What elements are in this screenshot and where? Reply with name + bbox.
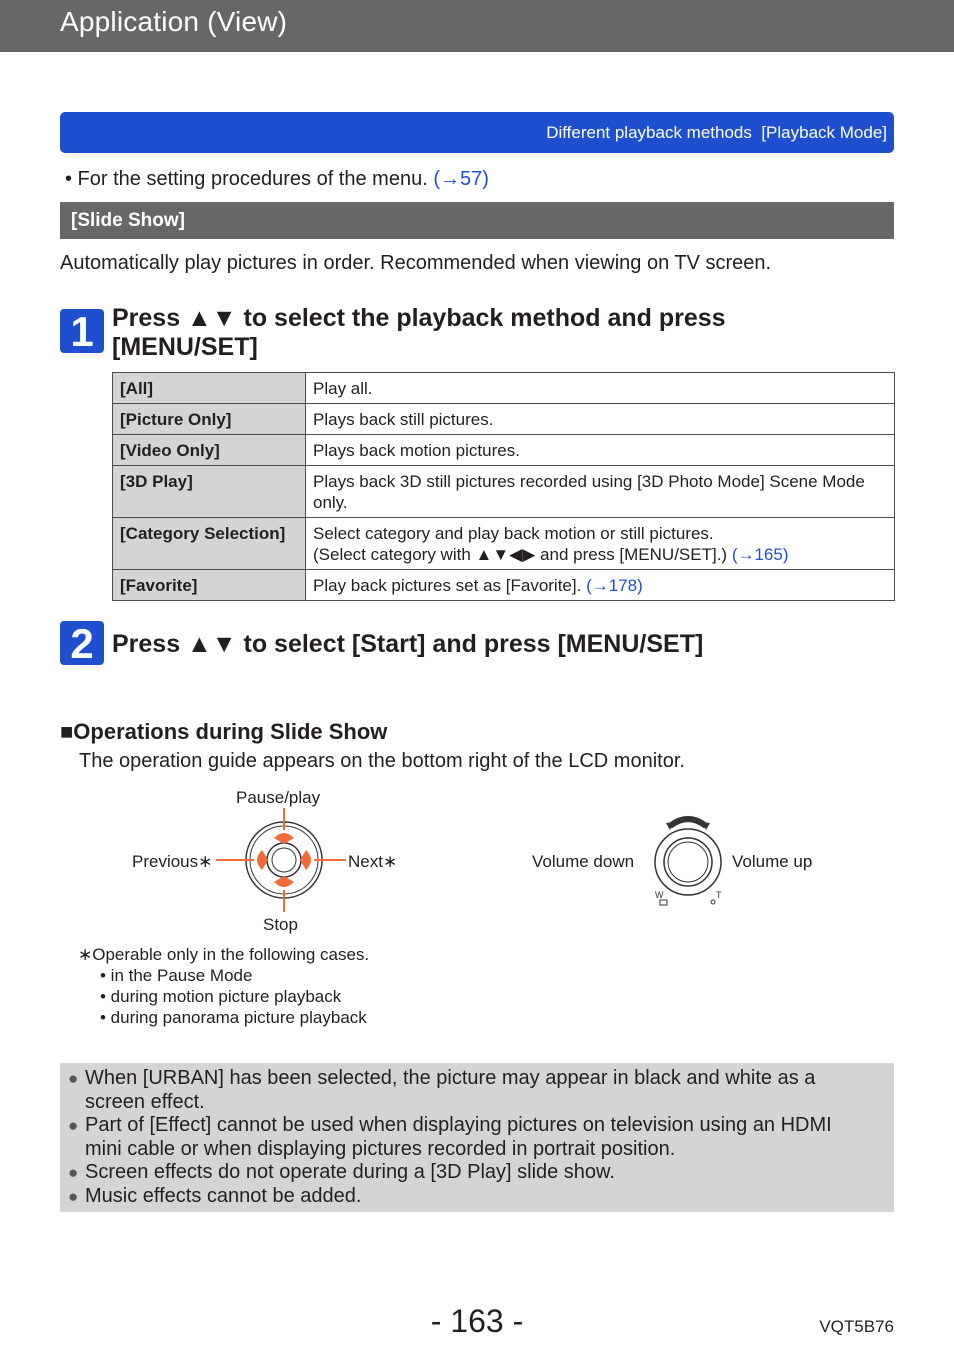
page-link-178[interactable]: (→178) [586, 576, 643, 595]
mode-desc: Plays back still pictures. [306, 404, 895, 435]
lever-t-label: T [716, 890, 722, 900]
mode-desc [306, 518, 895, 570]
bullet-icon: ● [68, 1163, 79, 1182]
step-1-title [112, 304, 726, 362]
mode-key: [Picture Only] [113, 404, 306, 435]
note-line: Music effects cannot be added. [85, 1184, 362, 1207]
banner-text: Different playback methods [Playback Mode] [546, 122, 887, 142]
step-2-badge: 2 [60, 621, 104, 665]
step-1-line1: Press ▲▼ to select the playback method and press [112, 304, 726, 332]
mode-desc: Play all. [306, 373, 895, 404]
section-title-bar [60, 202, 894, 239]
menu-note-text: • For the setting procedures of the menu. [65, 168, 434, 190]
note-item [68, 1067, 884, 1114]
table-row [113, 435, 895, 466]
operations-heading: ■Operations during Slide Show [60, 719, 388, 744]
mode-desc [306, 570, 895, 601]
mode-key: [Video Only] [113, 435, 306, 466]
mode-desc-text: Play back pictures set as [Favorite]. [313, 576, 587, 595]
header-title: Application (View) [60, 6, 288, 37]
note-line: screen effect. [85, 1090, 205, 1113]
table-row [113, 404, 895, 435]
case-item: • during panorama picture playback [100, 1008, 367, 1027]
document-code: VQT5B76 [819, 1317, 894, 1336]
table-row [113, 570, 895, 601]
label-next: Next∗ [348, 852, 398, 871]
page-link-165[interactable]: (→165) [731, 545, 789, 564]
menu-reference-note [65, 168, 489, 191]
case-item: • in the Pause Mode [100, 966, 253, 985]
mode-desc-line2-text: (Select category with ▲▼◀▶ and press [MENU/SET].) [313, 545, 732, 564]
zoom-lever-icon [648, 812, 728, 908]
breadcrumb-banner[interactable] [60, 112, 894, 153]
note-item [68, 1161, 884, 1185]
step-1-badge: 1 [60, 309, 104, 353]
mode-key: [All] [113, 373, 306, 404]
label-volume-up: Volume up [732, 852, 813, 871]
note-item [68, 1185, 884, 1209]
note-item [68, 1114, 884, 1161]
note-line: When [URBAN] has been selected, the picture may appear in black and white as a [85, 1067, 816, 1089]
bullet-icon: ● [68, 1186, 79, 1206]
bullet-icon: ● [68, 1116, 79, 1135]
label-volume-down: Volume down [532, 852, 635, 871]
notes-box [60, 1063, 894, 1212]
page-header [0, 0, 954, 52]
page-number: - 163 - [430, 1303, 524, 1339]
table-row [113, 373, 895, 404]
case-item: • during motion picture playback [100, 987, 342, 1006]
section-title: [Slide Show] [71, 210, 185, 231]
note-line: Screen effects do not operate during a [3D Play] slide show. [85, 1161, 615, 1183]
cursor-button-icon [212, 808, 352, 918]
table-row [113, 466, 895, 518]
mode-key: [Favorite] [113, 570, 306, 601]
mode-key: [3D Play] [113, 466, 306, 518]
lever-w-label: W [655, 890, 664, 900]
bullet-icon: ● [68, 1069, 79, 1088]
mode-desc-line1: Select category and play back motion or still pictures. [313, 524, 714, 543]
label-pause-play: Pause/play [236, 788, 321, 807]
mode-desc-line2 [313, 544, 887, 565]
step-1-line2: [MENU/SET] [112, 333, 258, 361]
label-previous: Previous∗ [132, 852, 213, 871]
operable-footnote: ∗Operable only in the following cases. [78, 945, 370, 964]
mode-key: [Category Selection] [113, 518, 306, 570]
playback-mode-table [112, 372, 895, 601]
note-line: mini cable or when displaying pictures recorded in portrait position. [85, 1137, 676, 1160]
note-line: Part of [Effect] cannot be used when displaying pictures on television using an HDMI [85, 1114, 832, 1136]
mode-desc: Plays back motion pictures. [306, 435, 895, 466]
intro-text: Automatically play pictures in order. Recommended when viewing on TV screen. [60, 252, 772, 274]
label-stop: Stop [263, 915, 298, 934]
step-2-title: Press ▲▼ to select [Start] and press [MENU/SET] [112, 630, 704, 658]
mode-desc: Plays back 3D still pictures recorded using [3D Photo Mode] Scene Mode only. [306, 466, 895, 518]
page-link-57[interactable]: (→57) [433, 168, 489, 190]
operations-description: The operation guide appears on the bottom right of the LCD monitor. [79, 750, 685, 772]
table-row [113, 518, 895, 570]
